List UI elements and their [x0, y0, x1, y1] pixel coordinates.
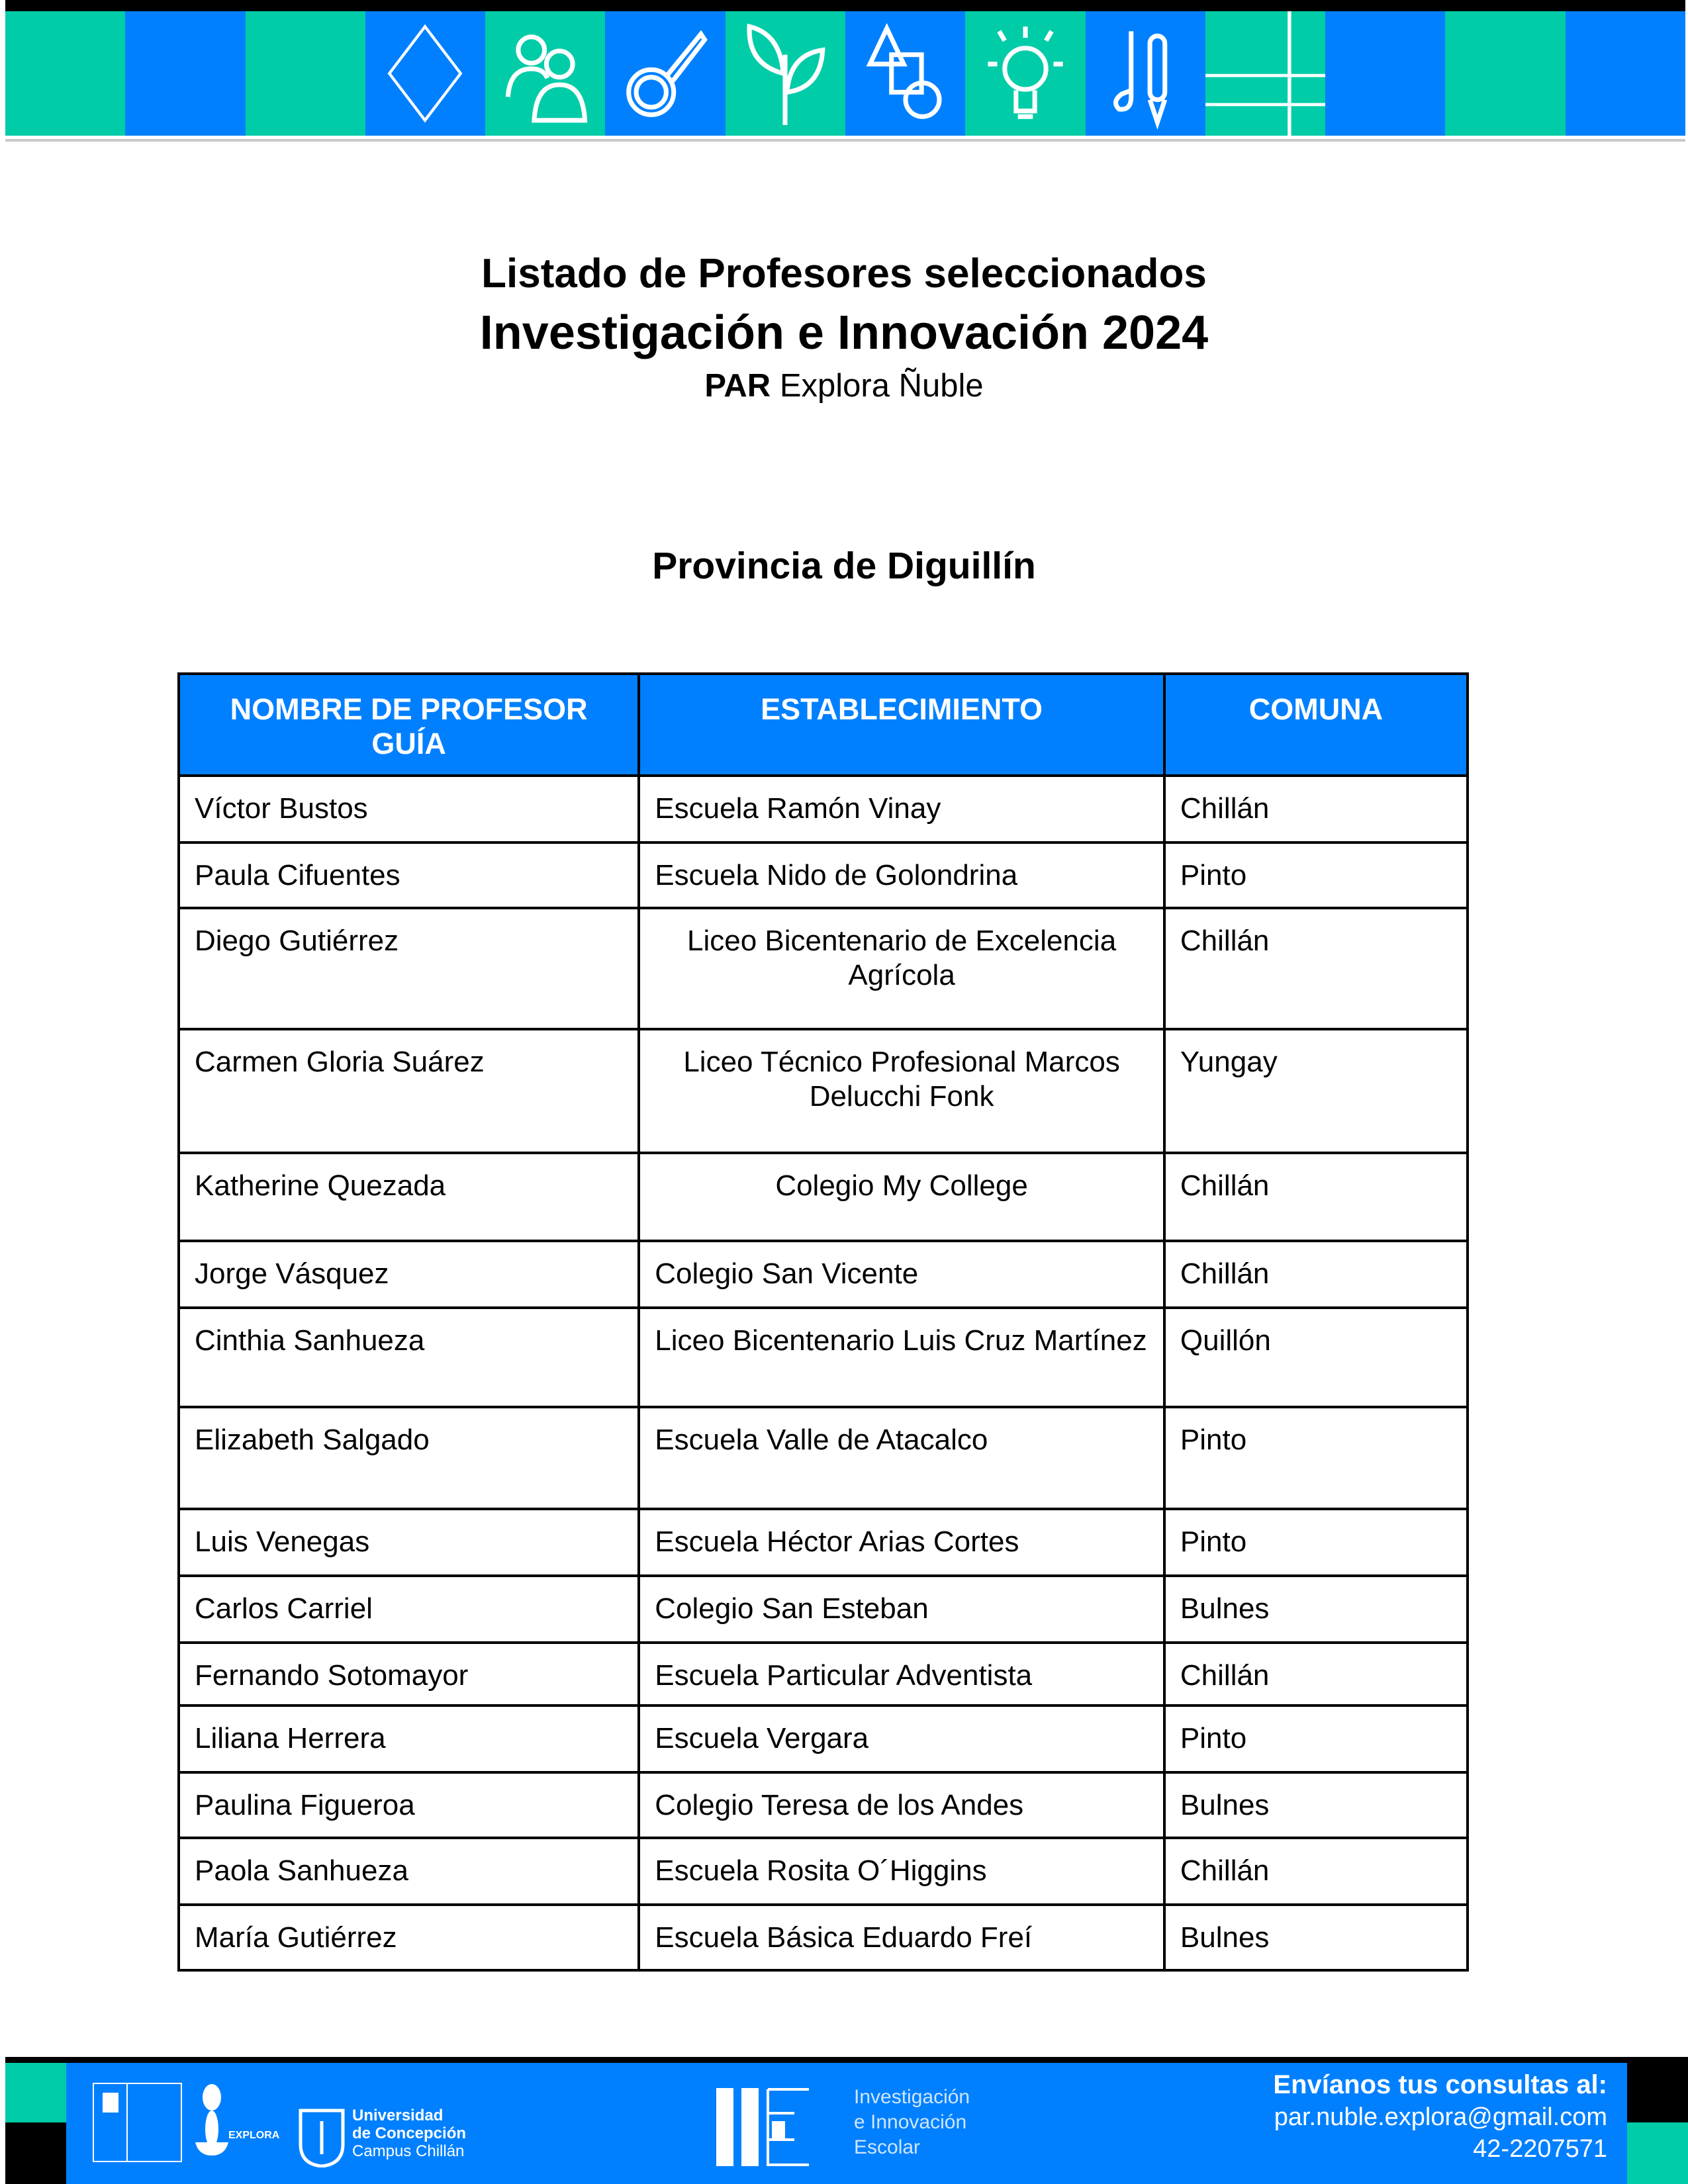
teacher-name-cell: Katherine Quezada: [179, 1153, 639, 1241]
iie-logo: [716, 2088, 835, 2166]
contact-email[interactable]: par.nuble.explora@gmail.com: [1274, 2103, 1607, 2131]
table-row: [179, 842, 1468, 908]
column-header-comuna: COMUNA: [1164, 674, 1468, 776]
teacher-name-cell: Fernando Sotomayor: [179, 1643, 639, 1706]
teacher-name-cell: Paulina Figueroa: [179, 1772, 639, 1838]
teacher-name-cell: Luis Venegas: [179, 1509, 639, 1576]
teacher-name-cell: Jorge Vásquez: [179, 1241, 639, 1308]
comuna-cell: Chillán: [1164, 1643, 1468, 1706]
program-name: PAR Explora Ñuble: [704, 368, 984, 404]
contact-title: Envíanos tus consultas al:: [1273, 2070, 1607, 2099]
footer-accent-right: [1627, 2122, 1688, 2184]
school-cell: Liceo Bicentenario de Excelencia Agrícola: [639, 908, 1164, 1029]
top-border: [5, 0, 1685, 11]
school-cell: Colegio Teresa de los Andes: [639, 1772, 1164, 1838]
header-banner: [5, 11, 1685, 136]
comuna-cell: Chillán: [1164, 1241, 1468, 1308]
people-icon: [485, 11, 605, 136]
plant-icon: [726, 11, 845, 136]
comuna-cell: Yungay: [1164, 1029, 1468, 1153]
table-row: [179, 776, 1468, 842]
udec-logo-text: Universidad de Concepción Campus Chillán: [352, 2107, 467, 2160]
school-cell: Liceo Bicentenario Luis Cruz Martínez: [639, 1308, 1164, 1407]
school-cell: Escuela Nido de Golondrina: [639, 842, 1164, 908]
comuna-cell: Bulnes: [1164, 1905, 1468, 1970]
school-cell: Escuela Básica Eduardo Freí: [639, 1905, 1164, 1970]
school-cell: Colegio San Esteban: [639, 1576, 1164, 1643]
teachers-table: [177, 672, 1469, 1972]
school-cell: Liceo Técnico Profesional Marcos Delucchi Fonk: [639, 1029, 1164, 1153]
music-brush-icon: [1086, 11, 1205, 136]
school-cell: Colegio San Vicente: [639, 1241, 1164, 1308]
explora-logo: [192, 2083, 232, 2169]
table-row: [179, 1308, 1468, 1407]
school-cell: Colegio My College: [639, 1153, 1164, 1241]
column-header-name: NOMBRE DE PROFESOR GUÍA: [179, 674, 639, 776]
table-row: [179, 1153, 1468, 1241]
udec-shield-logo: [298, 2108, 346, 2167]
school-cell: Escuela Particular Adventista: [639, 1643, 1164, 1706]
iie-logo-text: Investigación e Innovación Escolar: [854, 2086, 970, 2158]
school-cell: Escuela Héctor Arias Cortes: [639, 1509, 1164, 1576]
document-subtitle: Investigación e Innovación 2024: [479, 306, 1209, 359]
table-row: [179, 1905, 1468, 1970]
table-row: [179, 1509, 1468, 1576]
header-divider: [5, 139, 1685, 142]
diamond-icon: [365, 11, 485, 136]
table-row: [179, 1241, 1468, 1308]
table-row: [179, 1706, 1468, 1772]
comuna-cell: Pinto: [1164, 842, 1468, 908]
teacher-name-cell: Elizabeth Salgado: [179, 1407, 639, 1509]
table-row: [179, 1407, 1468, 1509]
teacher-name-cell: Carlos Carriel: [179, 1576, 639, 1643]
teacher-name-cell: Víctor Bustos: [179, 776, 639, 842]
magnifier-icon: [605, 11, 725, 136]
shapes-icon: [845, 11, 965, 136]
teacher-name-cell: Carmen Gloria Suárez: [179, 1029, 639, 1153]
section-heading: Provincia de Diguillín: [652, 545, 1036, 587]
footer-accent-left: [5, 2063, 66, 2122]
comuna-cell: Pinto: [1164, 1407, 1468, 1509]
table-row: [179, 1576, 1468, 1643]
comuna-cell: Pinto: [1164, 1509, 1468, 1576]
grid-lines-icon: [1205, 11, 1325, 136]
comuna-cell: Bulnes: [1164, 1772, 1468, 1838]
comuna-cell: Chillán: [1164, 776, 1468, 842]
school-cell: Escuela Rosita O´Higgins: [639, 1838, 1164, 1905]
teacher-name-cell: Diego Gutiérrez: [179, 908, 639, 1029]
school-cell: Escuela Ramón Vinay: [639, 776, 1164, 842]
explora-label: EXPLORA: [228, 2130, 280, 2141]
table-row: [179, 1643, 1468, 1706]
comuna-cell: Pinto: [1164, 1706, 1468, 1772]
contact-phone: 42-2207571: [1473, 2135, 1607, 2163]
comuna-cell: Chillán: [1164, 1838, 1468, 1905]
lightbulb-icon: [965, 11, 1085, 136]
school-cell: Escuela Valle de Atacalco: [639, 1407, 1164, 1509]
teacher-name-cell: Paola Sanhueza: [179, 1838, 639, 1905]
column-header-school: ESTABLECIMIENTO: [639, 674, 1164, 776]
teacher-name-cell: Liliana Herrera: [179, 1706, 639, 1772]
teacher-name-cell: Paula Cifuentes: [179, 842, 639, 908]
teacher-name-cell: Cinthia Sanhueza: [179, 1308, 639, 1407]
table-row: [179, 1838, 1468, 1905]
comuna-cell: Chillán: [1164, 908, 1468, 1029]
comuna-cell: Quillón: [1164, 1308, 1468, 1407]
table-row: [179, 1029, 1468, 1153]
comuna-cell: Bulnes: [1164, 1576, 1468, 1643]
table-row: [179, 908, 1468, 1029]
comuna-cell: Chillán: [1164, 1153, 1468, 1241]
ministry-logo: [93, 2083, 182, 2162]
document-title: Listado de Profesores seleccionados: [481, 251, 1207, 296]
school-cell: Escuela Vergara: [639, 1706, 1164, 1772]
teacher-name-cell: María Gutiérrez: [179, 1905, 639, 1970]
table-row: [179, 1772, 1468, 1838]
